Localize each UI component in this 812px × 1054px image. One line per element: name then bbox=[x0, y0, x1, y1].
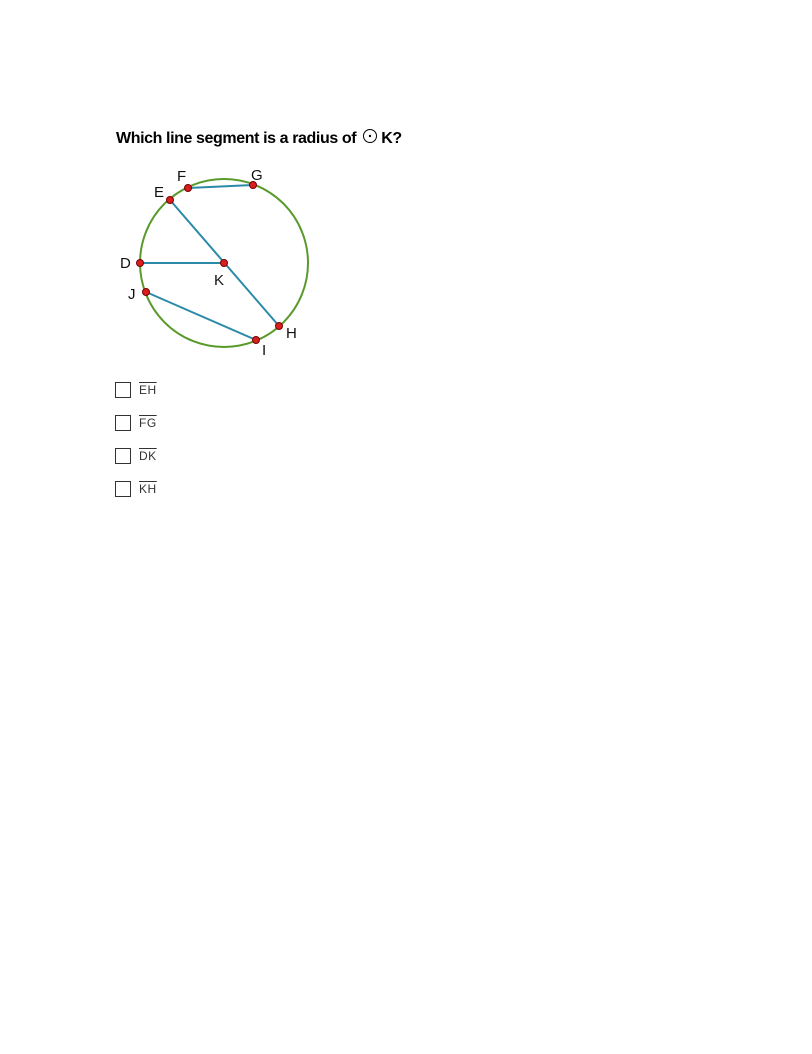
option-eh[interactable] bbox=[115, 373, 157, 406]
option-fg[interactable] bbox=[115, 406, 157, 439]
point-F bbox=[185, 185, 192, 192]
circle-diagram bbox=[110, 160, 330, 370]
label-F: F bbox=[177, 168, 187, 185]
label-H: H bbox=[286, 325, 297, 342]
point-E bbox=[167, 197, 174, 204]
option-label: $\overline{EH}$ bbox=[139, 382, 157, 397]
checkbox[interactable] bbox=[115, 448, 131, 464]
checkbox[interactable] bbox=[115, 382, 131, 398]
segment-JI bbox=[146, 292, 256, 340]
label-K: K bbox=[214, 272, 225, 289]
checkbox[interactable] bbox=[115, 481, 131, 497]
question-text bbox=[116, 128, 402, 149]
label-D: D bbox=[120, 255, 131, 272]
segment-FG bbox=[188, 185, 253, 188]
point-K bbox=[221, 260, 228, 267]
option-label: $\overline{FG}$ bbox=[139, 415, 157, 430]
question-suffix: K? bbox=[381, 129, 402, 147]
point-I bbox=[253, 337, 260, 344]
circle-dot-icon bbox=[362, 128, 378, 149]
point-H bbox=[276, 323, 283, 330]
label-G: G bbox=[251, 167, 263, 184]
point-D bbox=[137, 260, 144, 267]
label-I: I bbox=[262, 342, 267, 359]
question-prefix: Which line segment is a radius of bbox=[116, 129, 357, 147]
answer-options bbox=[115, 373, 157, 505]
option-label: $\overline{DK}$ bbox=[139, 448, 157, 463]
option-dk[interactable] bbox=[115, 439, 157, 472]
option-kh[interactable] bbox=[115, 472, 157, 505]
point-J bbox=[143, 289, 150, 296]
label-E: E bbox=[154, 184, 165, 201]
option-label: $\overline{KH}$ bbox=[139, 481, 157, 496]
checkbox[interactable] bbox=[115, 415, 131, 431]
label-J: J bbox=[128, 286, 136, 303]
